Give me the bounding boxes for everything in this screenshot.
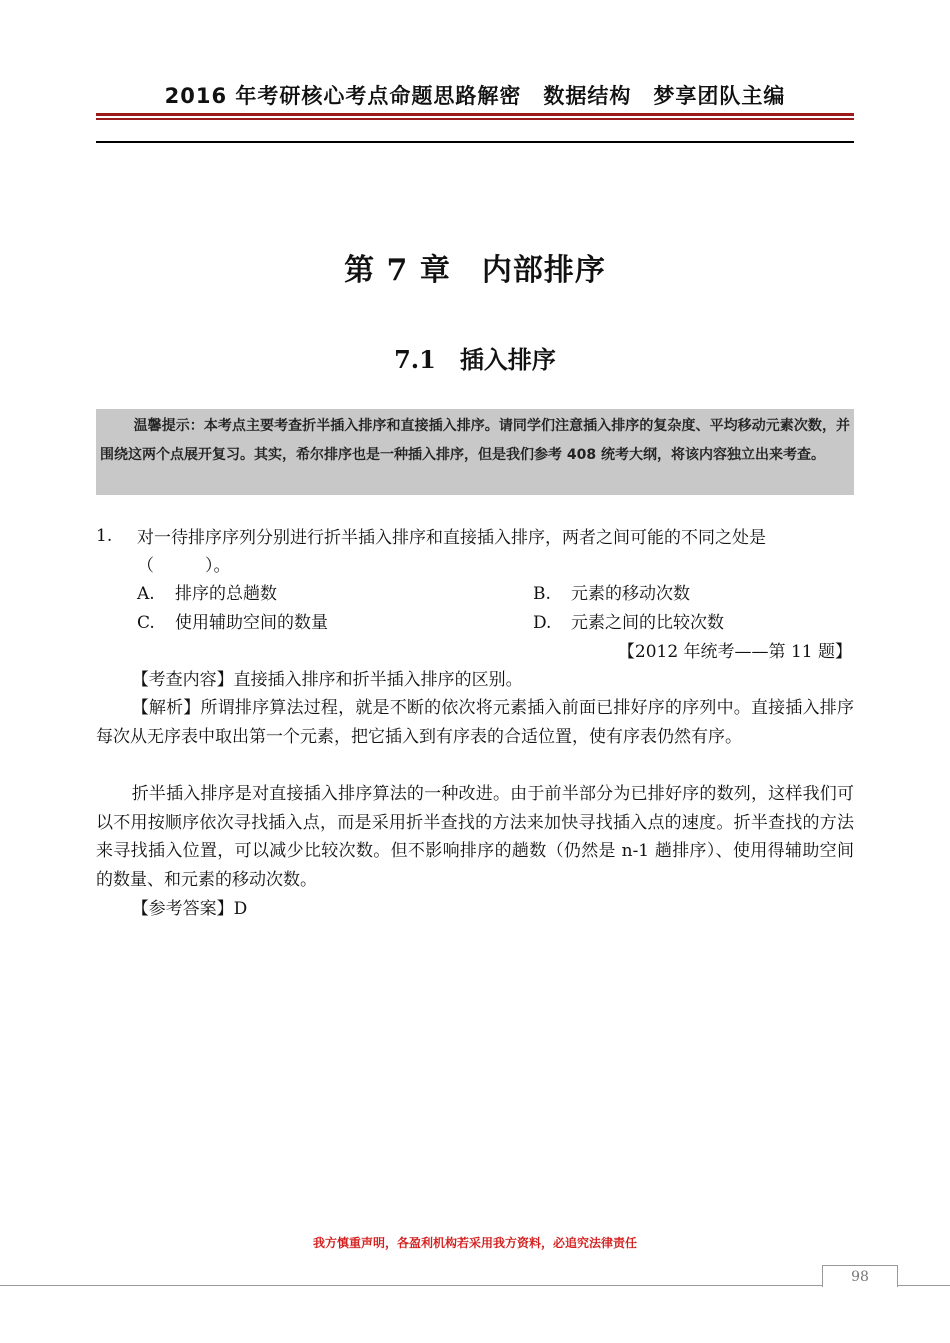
tip-box: 温馨提示：本考点主要考查折半插入排序和直接插入排序。请同学们注意插入排序的复杂度、平均移动元素次数，并围绕这两个点展开复习。其实，希尔排序也是一种插入排序，但是我们参考 408 统考大纲，将该内容独立出来考查。	[96, 409, 854, 495]
option-text: 排序的总趟数	[175, 584, 277, 604]
footer-rule	[0, 1285, 950, 1286]
option-b	[533, 580, 690, 608]
option-c	[137, 609, 328, 637]
option-text: 元素的移动次数	[571, 584, 690, 604]
header-title: 2016 年考研核心考点命题思路解密 数据结构 梦享团队主编	[164, 84, 786, 108]
copyright-warning: 我方慎重声明，各盈利机构若采用我方资料，必追究法律责任	[312, 1236, 637, 1250]
header-rule-black	[96, 141, 854, 143]
option-letter: B.	[533, 584, 551, 604]
section-title: 7.1 插入排序	[394, 345, 556, 374]
option-text: 元素之间的比较次数	[571, 613, 724, 633]
header-rule-red-thin	[96, 118, 854, 120]
answer: 【参考答案】D	[131, 899, 248, 919]
option-letter: A.	[137, 584, 155, 604]
explanation-paragraph-2: 折半插入排序是对直接插入排序算法的一种改进。由于前半部分为已排好序的数列，这样我们可以不用按顺序依次寻找插入点，而是采用折半查找的方法来加快寻找插入点的速度。折半查找的方法来寻找插入位置，可以减少比较次数。但不影响排序的趟数（仍然是 n-1 趟排序）、使用得辅助空间的数量、和元素的移动次数。	[96, 784, 854, 890]
option-text: 使用辅助空间的数量	[175, 613, 328, 633]
content-point: 【考查内容】直接插入排序和折半插入排序的区别。	[131, 670, 523, 690]
option-letter: C.	[137, 613, 155, 633]
explanation-paragraph-1: 【解析】所谓排序算法过程，就是不断的依次将元素插入前面已排好序的序列中。直接插入排序每次从无序表中取出第一个元素，把它插入到有序表的合适位置，使有序表仍然有序。	[96, 698, 854, 747]
question-source: 【2012 年统考——第 11 题】	[617, 642, 852, 662]
header-rule-red-thick	[96, 113, 854, 116]
chapter-title: 第 7 章 内部排序	[344, 253, 606, 288]
question-text: 对一待排序序列分别进行折半插入排序和直接插入排序，两者之间可能的不同之处是（ ）。	[137, 528, 766, 576]
question-number: 1.	[96, 526, 113, 546]
option-letter: D.	[533, 613, 552, 633]
page-number: 98	[822, 1265, 898, 1287]
option-d	[533, 609, 724, 637]
option-a	[137, 580, 277, 608]
